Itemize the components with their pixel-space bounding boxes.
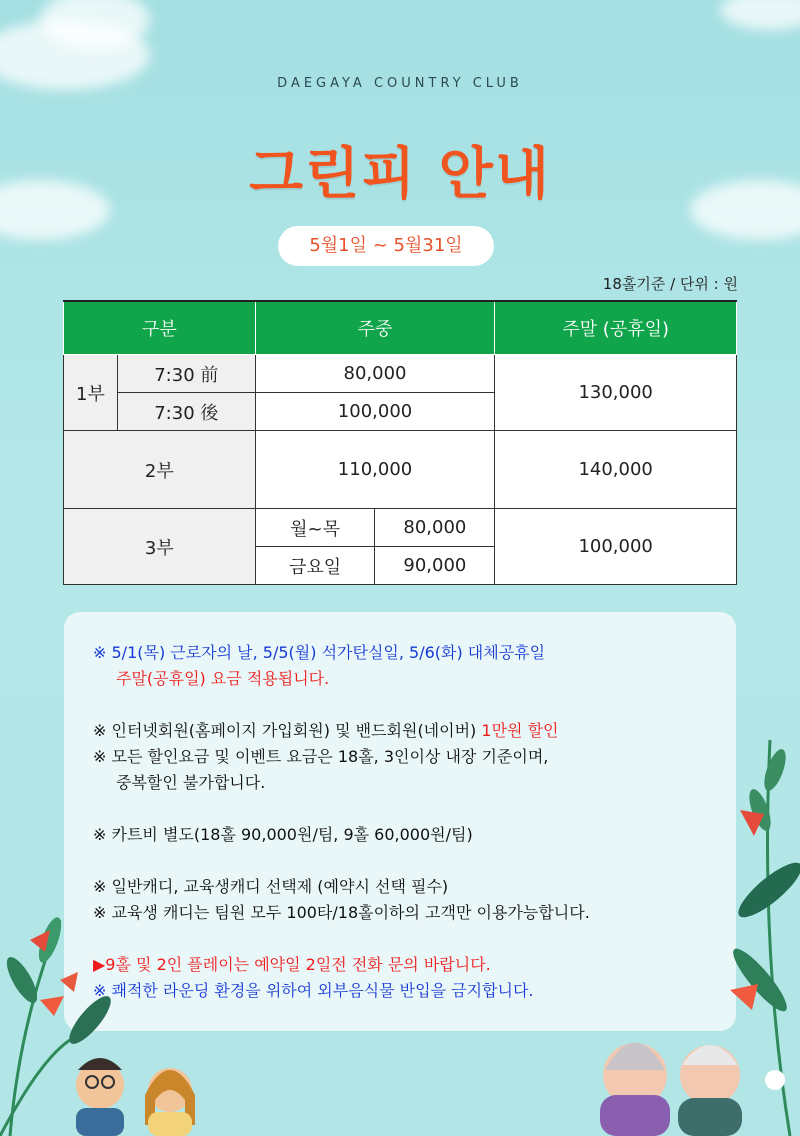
part1-time: 7:30 後: [117, 393, 255, 431]
notice-no-duplicate: 중복할인 불가합니다.: [116, 773, 266, 792]
part3-label: 3부: [64, 509, 256, 585]
green-fee-table: [63, 300, 737, 585]
part1-weekday-price: 80,000: [255, 355, 495, 393]
part2-weekday-price: 110,000: [255, 431, 495, 509]
part3-price: 90,000: [375, 547, 495, 585]
part1-weekend-price: 130,000: [495, 355, 737, 431]
part3-day: 금요일: [255, 547, 375, 585]
notice-outside-food: ※ 쾌적한 라운딩 환경을 위하여 외부음식물 반입을 금지합니다.: [93, 981, 534, 1000]
notice-member-text: ※ 인터넷회원(홈페이지 가입회원) 및 밴드회원(네이버): [93, 721, 482, 740]
right-plants-illustration: [560, 730, 800, 1136]
period-badge: 5월1일 ~ 5월31일: [278, 226, 494, 266]
header-weekend: 주말 (공휴일): [495, 301, 737, 355]
left-plants-illustration: [0, 860, 220, 1136]
part2-weekend-price: 140,000: [495, 431, 737, 509]
table-row: [64, 355, 737, 393]
notice-discount-rule: ※ 모든 할인요금 및 이벤트 요금은 18홀, 3인이상 내장 기준이며,: [93, 747, 549, 766]
notice-trainee-caddie: ※ 교육생 캐디는 팀원 모두 100타/18홀이하의 고객만 이용가능합니다.: [93, 903, 590, 922]
part1-weekday-price: 100,000: [255, 393, 495, 431]
header-category: 구분: [64, 301, 256, 355]
notice-holiday: ※ 5/1(목) 근로자의 날, 5/5(월) 석가탄실일, 5/6(화) 대체공휴일: [93, 643, 546, 662]
part2-label: 2부: [64, 431, 256, 509]
part3-weekend-price: 100,000: [495, 509, 737, 585]
part1-label: 1부: [64, 355, 118, 431]
table-row: [64, 431, 737, 509]
notice-holiday-rate: 주말(공휴일) 요금 적용됩니다.: [116, 669, 330, 688]
notice-9hole-inquiry: ▶9홀 및 2인 플레이는 예약일 2일전 전화 문의 바랍니다.: [93, 955, 491, 974]
unit-basis: 18홀기준 / 단위 : 원: [602, 275, 738, 293]
club-name: DAEGAYA COUNTRY CLUB: [277, 76, 523, 91]
table-header-row: [64, 301, 737, 355]
part3-day: 월~목: [255, 509, 375, 547]
table-row: [64, 509, 737, 547]
part1-time: 7:30 前: [117, 355, 255, 393]
part3-price: 80,000: [375, 509, 495, 547]
notice-caddie-choice: ※ 일반캐디, 교육생캐디 선택제 (예약시 선택 필수): [93, 877, 449, 896]
page-title: 그린피 안내: [249, 142, 551, 207]
notice-discount-amount: 1만원 할인: [481, 721, 559, 740]
cloud: [720, 0, 800, 30]
notice-member-discount: [93, 718, 558, 741]
notice-cart-fee: ※ 카트비 별도(18홀 90,000원/팀, 9홀 60,000원/팀): [93, 825, 473, 844]
header-weekday: 주중: [255, 301, 495, 355]
